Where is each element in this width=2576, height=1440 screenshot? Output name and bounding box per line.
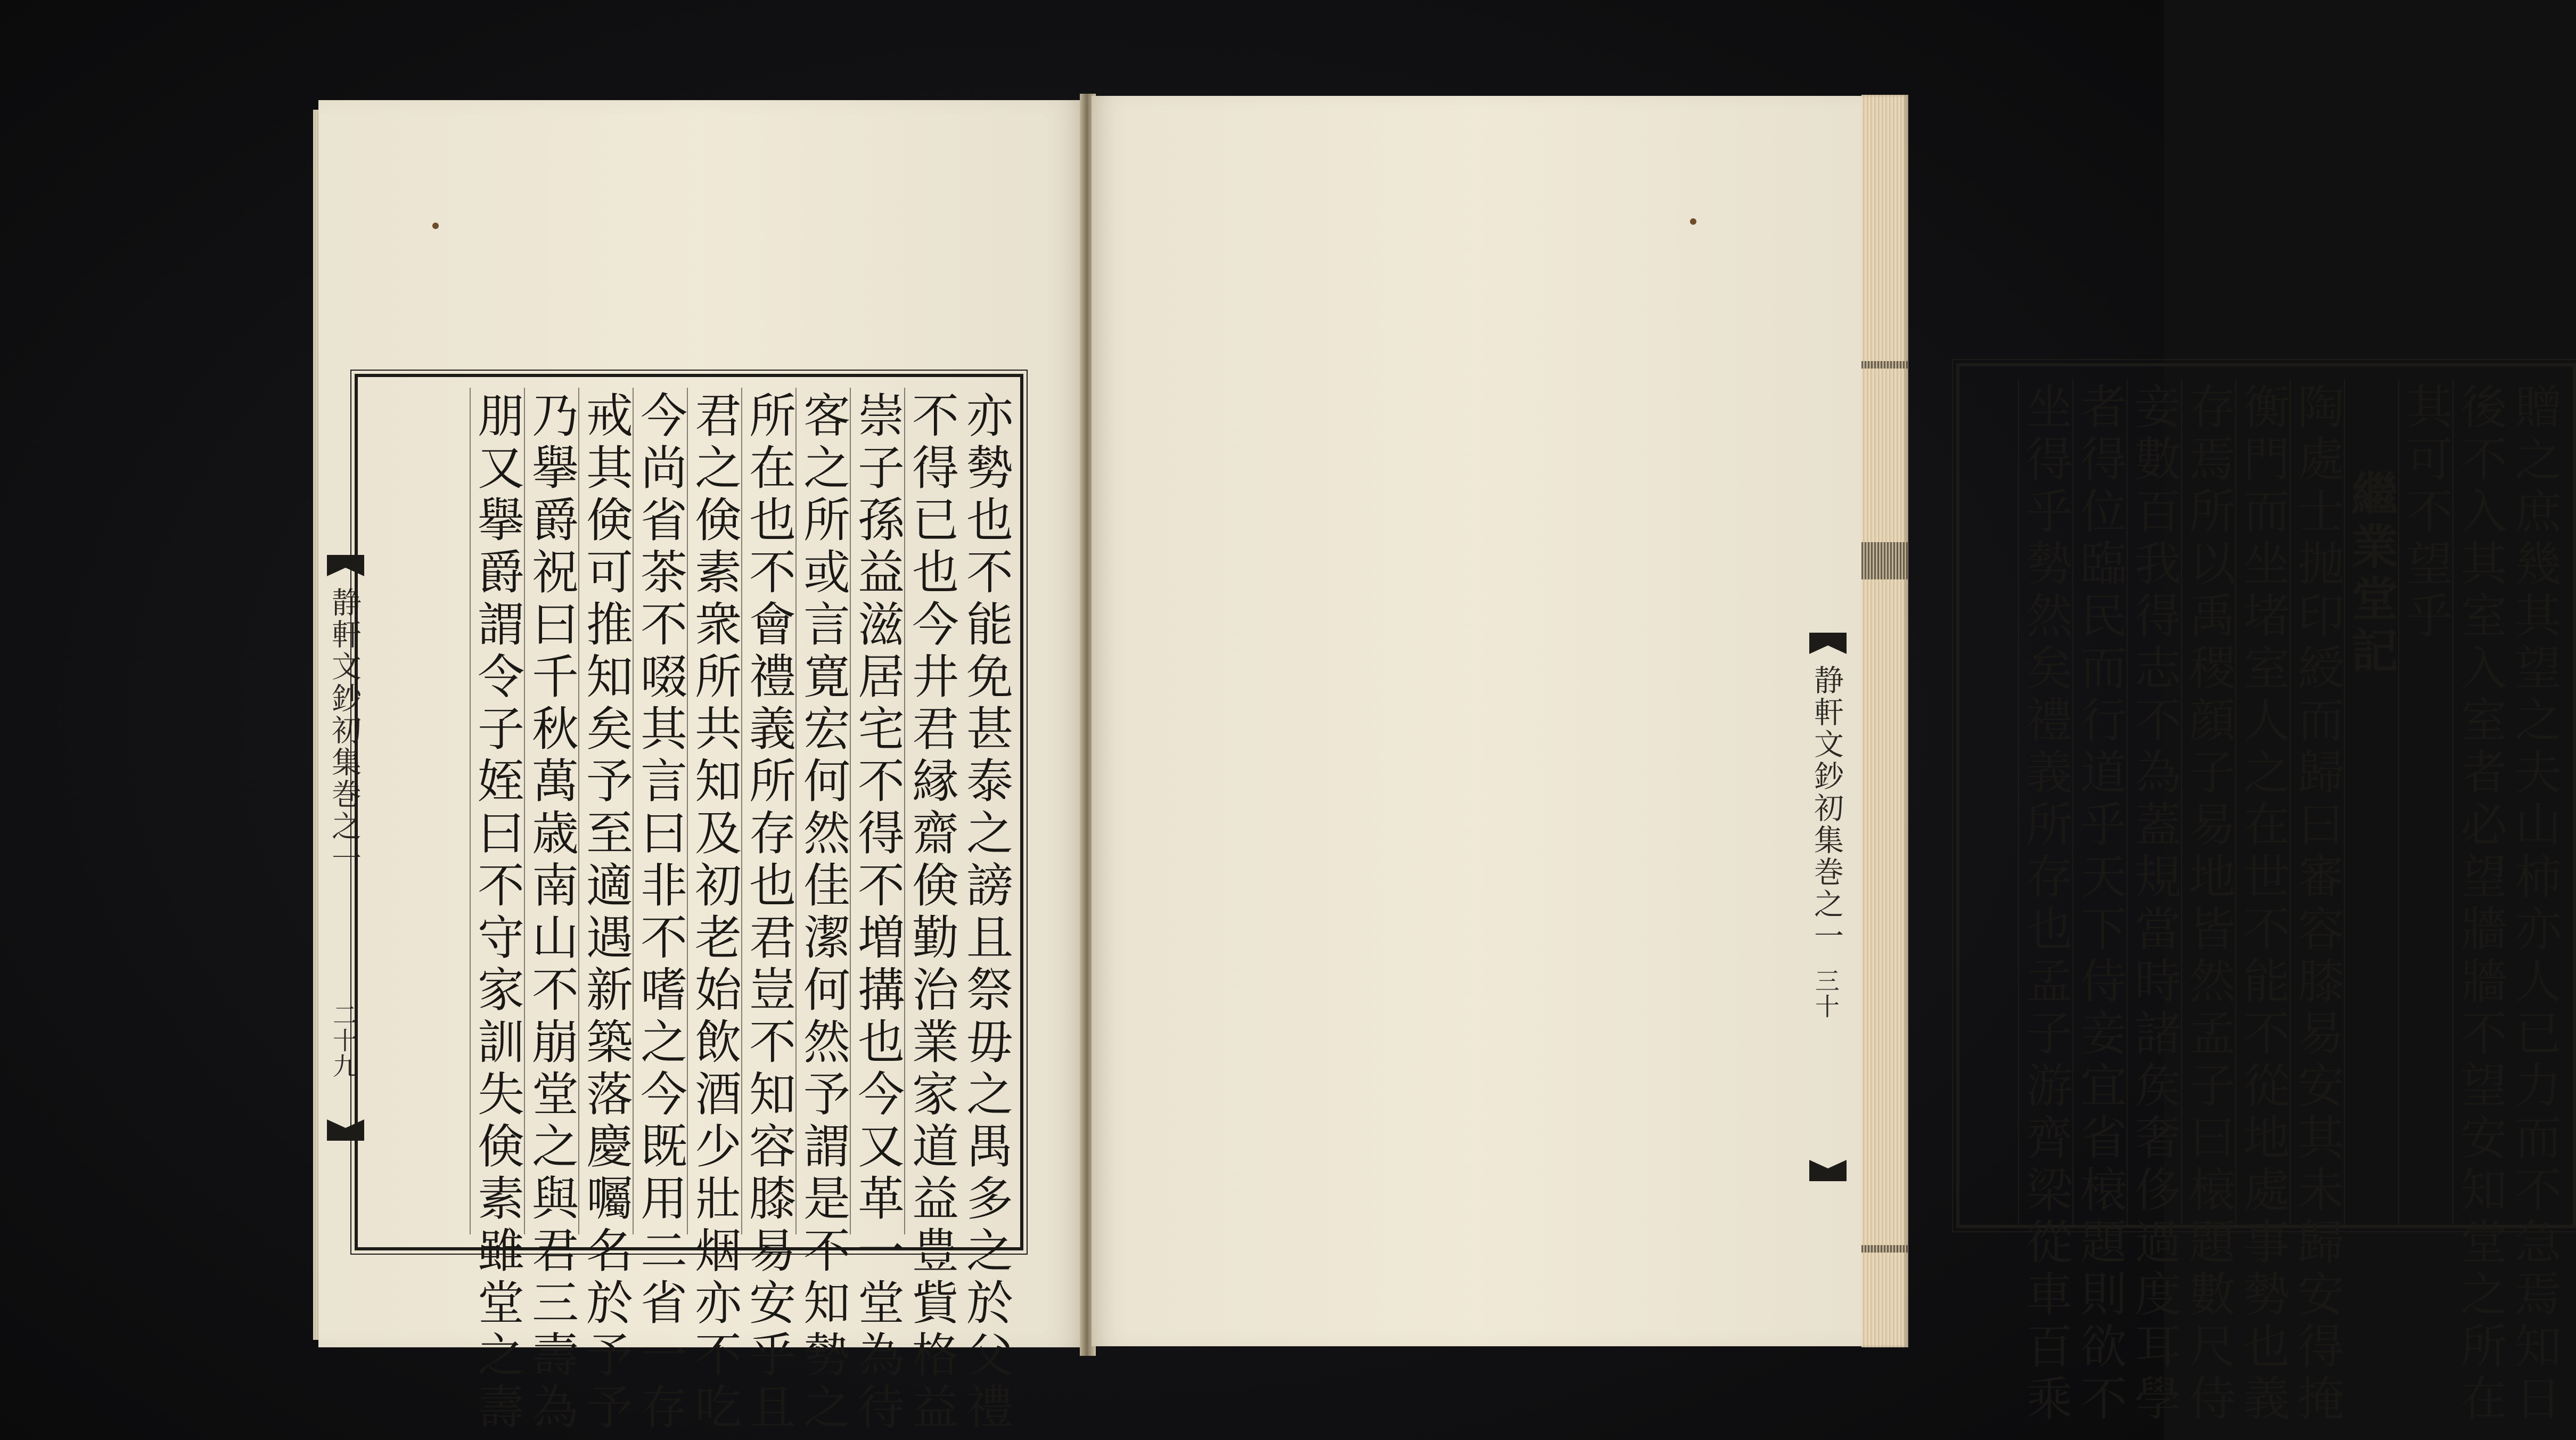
hanshin-folio-number: 三十 — [1811, 968, 1840, 1019]
text-column: 所在也不會禮義所存也君豈不知容膝易安乎且 — [741, 388, 795, 1234]
fore-edge-ink-mark — [1861, 542, 1908, 579]
left-text-frame — [355, 374, 1023, 1435]
text-column: 坐得乎勢然矣禮義所存也孟子游齊梁從車百乘 — [2018, 379, 2072, 1226]
text-column: 乃擧爵祝曰千秋萬歳南山不崩堂之與君三壽為 — [524, 388, 578, 1234]
text-column: 陶處士抛印綬而歸曰審容膝易安其未歸安得掩 — [2290, 379, 2344, 1226]
text-column: 贈之庶幾其望之夫山柿亦人已力而不急焉知日 — [2507, 382, 2562, 1426]
fore-edge-ink-mark — [1861, 1245, 1908, 1253]
essay-title-column: 繼業堂記 — [2344, 379, 2398, 1226]
fore-edge-ink-mark — [1861, 361, 1908, 369]
open-book — [313, 94, 2562, 1435]
right-page-fore-edge — [1861, 95, 1908, 1347]
text-column: 不得已也今井君縁齋倹勤治業家道益豊貲格益 — [904, 388, 958, 1234]
text-column: 亦勢也不能免甚泰之謗且祭毋之禺多之於父禮 — [959, 391, 1014, 1435]
right-page — [1092, 96, 2562, 1426]
text-column: 者得位臨民而行道乎天下侍妾宜省榱題則欲不 — [2072, 379, 2127, 1226]
right-text-columns — [1975, 379, 2562, 1426]
paper-spot — [432, 223, 439, 229]
text-column: 君之倹素衆所共知及初老始飲酒少壯烟亦不吃 — [687, 388, 741, 1234]
hanshin-book-title: 静軒文鈔初集巻之一 — [1809, 665, 1844, 952]
text-column: 妾數百我得志不為蓋規當時諸矦奢侈過度耳學 — [2127, 379, 2181, 1226]
text-column: 客之所或言寛宏何然佳潔何然予謂是不知勢之 — [795, 388, 850, 1234]
text-column: 後不入其室入室者必望牆牆不望安知堂之所在 — [2452, 379, 2507, 1226]
text-column: 戒其倹可推知矣予至適遇新築落慶囑名於予予 — [578, 388, 633, 1234]
left-text-columns — [400, 388, 1014, 1435]
hanshin-folio-number: 二十九 — [329, 1002, 358, 1079]
upper-fishtail-mark — [1809, 633, 1847, 654]
hanshin-book-title: 静軒文鈔初集巻之一 — [327, 587, 362, 874]
text-column: 朋又擧爵謂令子姪曰不守家訓失倹素雖堂之壽 — [470, 388, 524, 1234]
right-hanshin-strip — [1804, 361, 1852, 1231]
text-column: 今尚省茶不啜其言曰非不嗜之今既用二省一存 — [633, 388, 687, 1234]
paper-spot — [1690, 218, 1696, 225]
right-text-frame — [1956, 363, 2576, 1426]
text-column: 衡門而坐堵室人之在世不能不從地處事勢也義 — [2235, 379, 2290, 1226]
left-page — [318, 100, 1083, 1435]
text-column: 存焉所以禹稷顔子易地皆然孟子曰榱題數尺侍 — [2181, 379, 2235, 1226]
text-column: 其可不望乎 — [2398, 379, 2452, 1226]
lower-fishtail-mark — [1809, 1160, 1847, 1181]
text-column: 崇子孫益滋居宅不得不増搆也今又革一堂為待 — [850, 388, 904, 1234]
